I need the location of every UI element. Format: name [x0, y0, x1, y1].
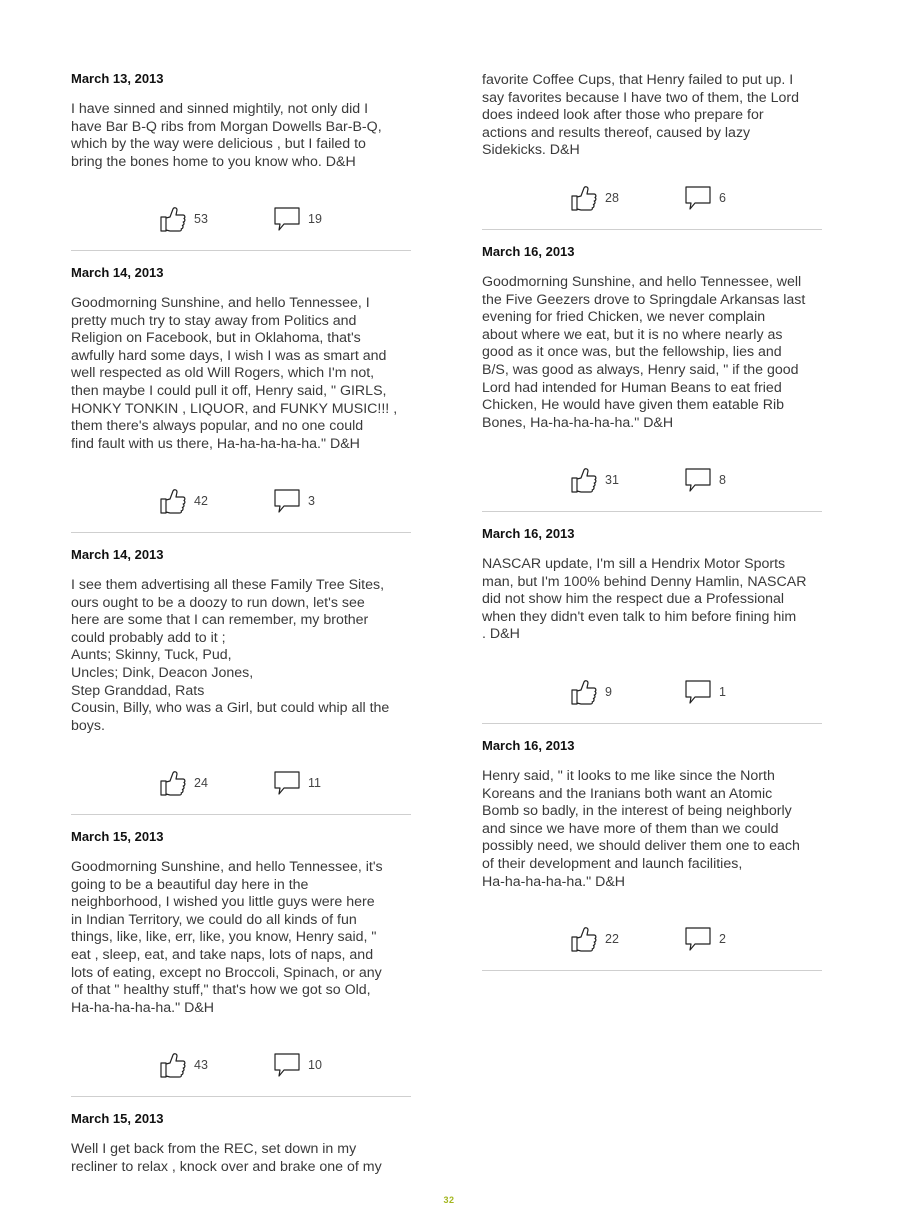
like-count: 22	[605, 932, 619, 946]
comment-bubble-icon[interactable]	[684, 184, 712, 212]
comment-count: 1	[719, 685, 726, 699]
thumbs-up-icon[interactable]	[570, 184, 598, 212]
post-date: March 14, 2013	[71, 547, 164, 562]
like-count: 31	[605, 473, 619, 487]
post-text: favorite Coffee Cups, that Henry failed to put up. I say favorites because I have two of them, the Lord does indeed look after those who prepare for actions and results thereof, caused by lazy Sidekicks. D&H	[482, 72, 800, 159]
thumbs-up-icon[interactable]	[159, 487, 187, 515]
post-text: Henry said, " it looks to me like since the North Koreans and the Iranians both want an Atomic Bomb so badly, in the interest of being neighborly and since we have more of them than we could possibly need, we should deliver them one to each of their development and launch facilities, Ha-ha-ha-ha-ha." D&H	[482, 768, 800, 890]
post-date: March 16, 2013	[482, 738, 575, 753]
like-count: 53	[194, 212, 208, 226]
comment-count: 19	[308, 212, 322, 226]
post-text: NASCAR update, I'm sill a Hendrix Motor Sports man, but I'm 100% behind Denny Hamlin, NASCAR did not show him the respect due a Professional when they didn't even talk to him before fining him . D&H	[482, 556, 807, 643]
post-reactions	[482, 466, 824, 496]
thumbs-up-icon[interactable]	[159, 205, 187, 233]
post-date: March 15, 2013	[71, 829, 164, 844]
post-reactions	[482, 925, 824, 955]
comment-count: 6	[719, 191, 726, 205]
post-divider	[482, 229, 822, 230]
post-divider	[71, 250, 411, 251]
comment-bubble-icon[interactable]	[684, 925, 712, 953]
post-divider	[482, 723, 822, 724]
like-count: 28	[605, 191, 619, 205]
thumbs-up-icon[interactable]	[570, 466, 598, 494]
post-reactions	[71, 1051, 413, 1081]
post-text: Goodmorning Sunshine, and hello Tennessee, well the Five Geezers drove to Springdale Arkansas last evening for fried Chicken, we never complain about where we eat, but it is no where nearly as good as it once was, but the fellowship, lies and B/S, was good as always, Henry said, " if the good Lord had intended for Human Beans to eat fried Chicken, He would have given them eatable Rib Bones, Ha-ha-ha-ha-ha." D&H	[482, 274, 806, 431]
comment-count: 3	[308, 494, 315, 508]
comment-count: 11	[308, 776, 321, 790]
post-reactions	[71, 487, 413, 517]
like-count: 9	[605, 685, 612, 699]
post-date: March 15, 2013	[71, 1111, 164, 1126]
post-text: I have sinned and sinned mightily, not only did I have Bar B-Q ribs from Morgan Dowells Bar-B-Q, which by the way were delicious , but I failed to bring the bones home to you know who. D&H	[71, 101, 382, 170]
post-reactions	[71, 205, 413, 235]
post-divider	[71, 814, 411, 815]
comment-bubble-icon[interactable]	[273, 205, 301, 233]
comment-bubble-icon[interactable]	[273, 487, 301, 515]
post-divider	[71, 1096, 411, 1097]
comment-count: 8	[719, 473, 726, 487]
post-reactions	[482, 184, 824, 214]
post-reactions	[482, 678, 824, 708]
thumbs-up-icon[interactable]	[570, 925, 598, 953]
thumbs-up-icon[interactable]	[570, 678, 598, 706]
post-divider	[482, 511, 822, 512]
post-text: Goodmorning Sunshine, and hello Tennessee, it's going to be a beautiful day here in the neighborhood, I wished you little guys were here in Indian Territory, we could do all kinds of fun things, like, like, err, like, you know, Henry said, " eat , sleep, eat, and take naps, lots of naps, and lots of eating, except no Broccoli, Spinach, or any of that " healthy stuff," that's how we got so Old, Ha-ha-ha-ha-ha." D&H	[71, 859, 383, 1016]
comment-count: 10	[308, 1058, 322, 1072]
comment-bubble-icon[interactable]	[684, 466, 712, 494]
post-text: Goodmorning Sunshine, and hello Tennessee, I pretty much try to stay away from Politics and Religion on Facebook, but in Oklahoma, that's awfully hard some days, I wish I was as smart and well respected as old Will Rogers, which I'm not, then maybe I could pull it off, Henry said, " GIRLS, HONKY TONKIN , LIQUOR, and FUNKY MUSIC!!! , them there's always popular, and no one could find fault with us there, Ha-ha-ha-ha-ha." D&H	[71, 295, 398, 452]
thumbs-up-icon[interactable]	[159, 769, 187, 797]
comment-bubble-icon[interactable]	[684, 678, 712, 706]
comment-count: 2	[719, 932, 726, 946]
thumbs-up-icon[interactable]	[159, 1051, 187, 1079]
post-text: I see them advertising all these Family Tree Sites, ours ought to be a doozy to run down, let's see here are some that I can remember, my brother could probably add to it ; Aunts; Skinny, Tuck, Pud, Uncles; Dink, Deacon Jones, Step Granddad, Rats Cousin, Billy, who was a Girl, but could whip all the boys.	[71, 577, 390, 734]
comment-bubble-icon[interactable]	[273, 769, 301, 797]
post-date: March 14, 2013	[71, 265, 164, 280]
like-count: 24	[194, 776, 208, 790]
post-divider	[71, 532, 411, 533]
post-text: Well I get back from the REC, set down in my recliner to relax , knock over and brake one of my	[71, 1141, 382, 1175]
like-count: 42	[194, 494, 208, 508]
page-number: 32	[443, 1195, 455, 1205]
post-date: March 16, 2013	[482, 244, 575, 259]
post-reactions	[71, 769, 413, 799]
post-date: March 13, 2013	[71, 71, 164, 86]
comment-bubble-icon[interactable]	[273, 1051, 301, 1079]
post-date: March 16, 2013	[482, 526, 575, 541]
like-count: 43	[194, 1058, 208, 1072]
post-divider	[482, 970, 822, 971]
